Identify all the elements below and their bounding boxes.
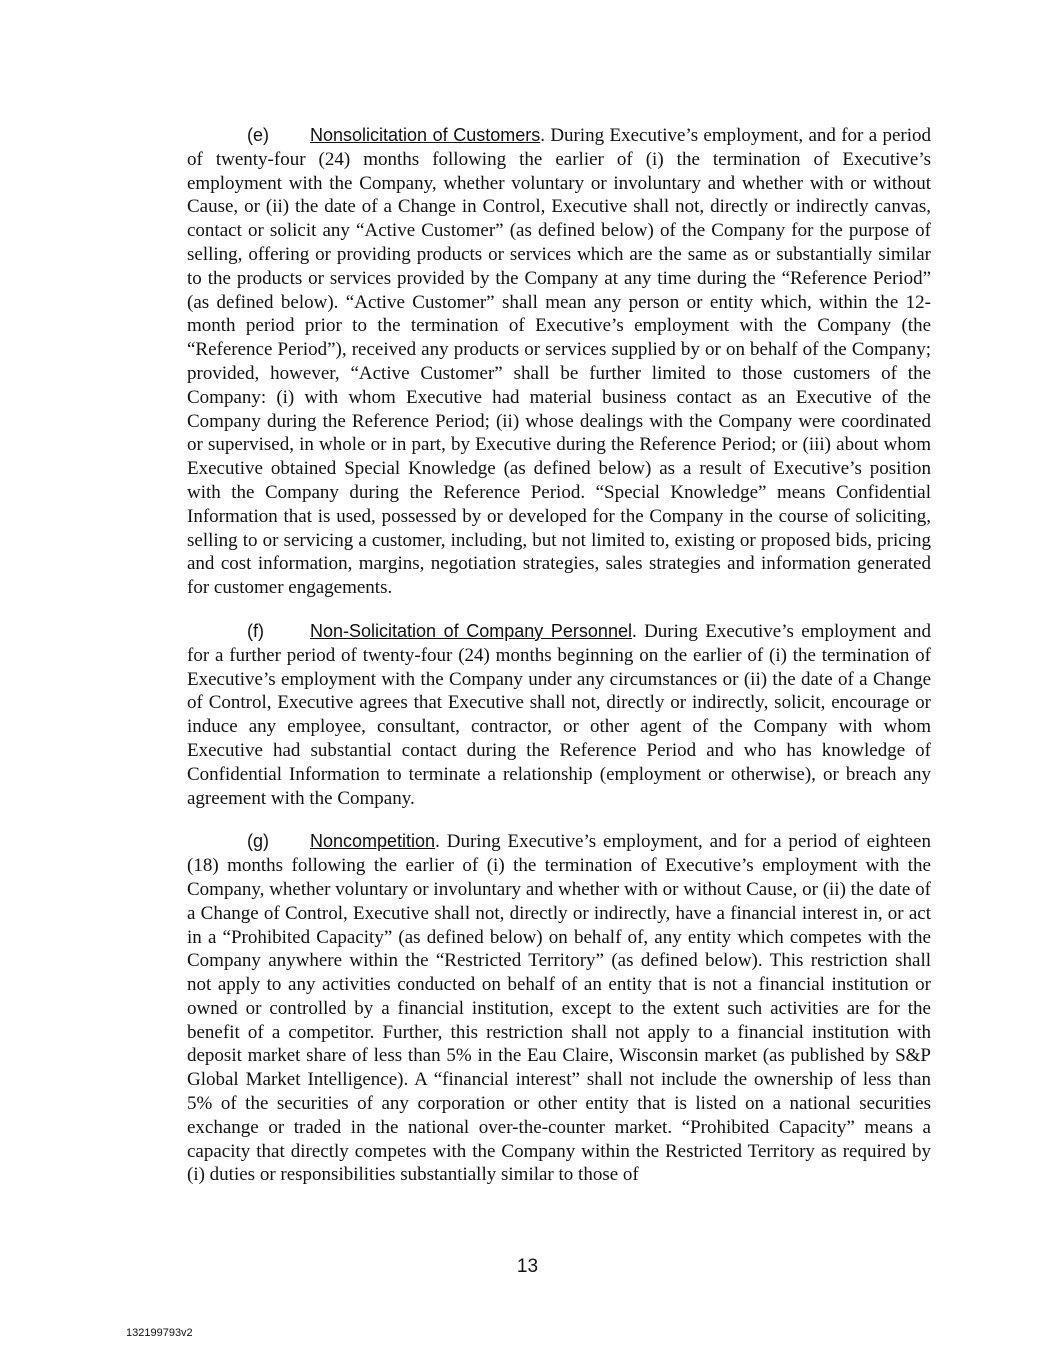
section-f-number: (f) bbox=[247, 620, 264, 641]
section-f-heading: Non-Solicitation of Company Personnel bbox=[310, 620, 632, 641]
section-e-heading: Nonsolicitation of Customers bbox=[310, 125, 541, 145]
section-g-heading: Noncompetition bbox=[310, 831, 436, 852]
section-e-number: (e) bbox=[247, 125, 269, 145]
section-f-body: . During Executive’s employment and for a further period of twenty-four (24) months beginning on the earlier of (i) the termination of Executive’s employment with the Company under any circumstances or (ii) the date of a Change of Control, Executive agrees that Executive shall not, directly or indirectly, solicit, encourage or induce any employee, consultant, contractor, or other agent of the Company with whom Executive had substantial contact during the Reference Period and who has knowledge of Confidential Information to terminate a relationship (employment or otherwise), or breach any agreement with the Company. bbox=[187, 620, 931, 809]
document-body bbox=[187, 124, 931, 1207]
page-number: 13 bbox=[516, 1256, 539, 1277]
section-f bbox=[187, 620, 931, 810]
section-g-body: . During Executive’s employment, and for a period of eighteen (18) months following the earlier of (i) the termination of Executive’s employment with the Company, whether voluntary or involuntary and whether with or without Cause, or (ii) the date of a Change of Control, Executive shall not, directly or indirectly, have a financial interest in, or act in a “Prohibited Capacity” (as defined below) on behalf of, any entity which competes with the Company anywhere within the “Restricted Territory” (as defined below). This restriction shall not apply to any activities conducted on behalf of an entity that is not a financial institution or owned or controlled by a financial institution, except to the extent such activities are for the benefit of a competitor. Further, this restriction shall not apply to a financial institution with deposit market share of less than 5% in the Eau Claire, Wisconsin market (as published by S&P Global Market Intelligence). A “financial interest” shall not include the ownership of less than 5% of the securities of any corporation or other entity that is listed on a national securities exchange or traded in the national over-the-counter market. “Prohibited Capacity” means a capacity that directly competes with the Company within the Restricted Territory as required by (i) duties or responsibilities substantially similar to those of bbox=[187, 831, 931, 1186]
section-g bbox=[187, 830, 931, 1187]
section-g-number: (g) bbox=[247, 831, 269, 852]
section-e-body: . During Executive’s employment, and for a period of twenty-four (24) months following the earlier of (i) the termination of Executive’s employment with the Company, whether voluntary or involuntary and whether with or without Cause, or (ii) the date of a Change in Control, Executive shall not, directly or indirectly canvas, contact or solicit any “Active Customer” (as defined below) of the Company for the purpose of selling, offering or providing products or services which are the same as or substantially similar to the products or services provided by the Company at any time during the “Reference Period” (as defined below). “Active Customer” shall mean any person or entity which, within the 12-month period prior to the termination of Executive’s employment with the Company (the “Reference Period”), received any products or services supplied by or on behalf of the Company; provided, however, “Active Customer” shall be further limited to those customers of the Company: (i) with whom Executive had material business contact as an Executive of the Company during the Reference Period; (ii) whose dealings with the Company were coordinated or supervised, in whole or in part, by Executive during the Reference Period; or (iii) about whom Executive obtained Special Knowledge (as defined below) as a result of Executive’s position with the Company during the Reference Period. “Special Knowledge” means Confidential Information that is used, possessed by or developed for the Company in the course of soliciting, selling to or servicing a customer, including, but not limited to, existing or proposed bids, pricing and cost information, margins, negotiation strategies, sales strategies and information generated for customer engagements. bbox=[187, 125, 931, 599]
document-id: 132199793v2 bbox=[126, 1327, 193, 1339]
section-e bbox=[187, 124, 931, 600]
